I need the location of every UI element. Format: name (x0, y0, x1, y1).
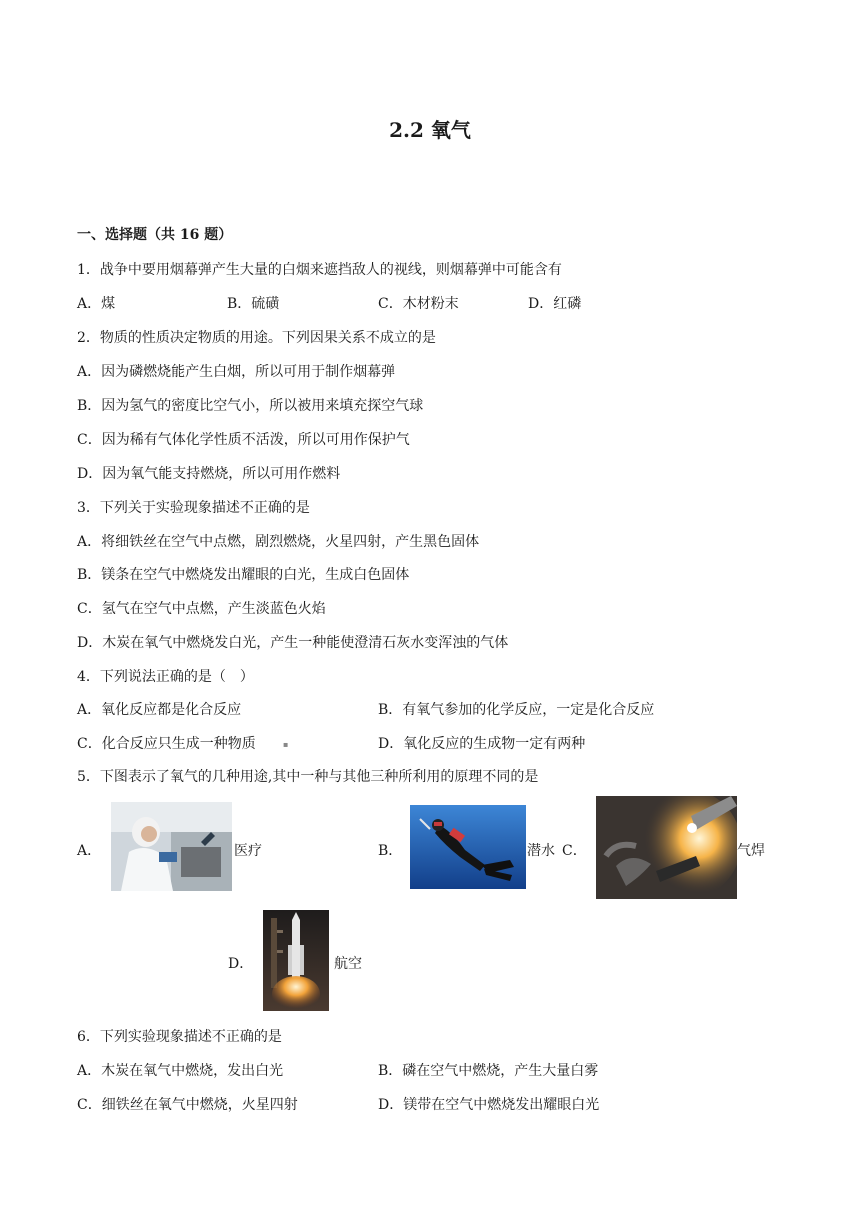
question-6-option-c: C．细铁丝在氧气中燃烧，火星四射 (77, 1097, 298, 1113)
question-3-option-d: D．木炭在氧气中燃烧发白光，产生一种能使澄清石灰水变浑浊的气体 (77, 635, 509, 651)
question-4-option-a: A．氧化反应都是化合反应 (77, 702, 242, 718)
question-1-option-a: A．煤 (77, 296, 116, 312)
question-5-option-b-label: 潜水 (527, 843, 555, 859)
question-5-option-b-letter: B． (378, 843, 403, 859)
question-3-option-a: A．将细铁丝在空气中点燃，剧烈燃烧，火星四射，产生黑色固体 (77, 534, 480, 550)
question-6-option-a: A．木炭在氧气中燃烧，发出白光 (77, 1063, 284, 1079)
question-5-option-c-letter: C． (562, 843, 587, 859)
medical-photo (111, 802, 232, 891)
question-4-option-c: C．化合反应只生成一种物质 (77, 736, 256, 752)
welding-photo (596, 796, 737, 899)
question-4-option-d: D．氧化反应的生成物一定有两种 (378, 736, 586, 752)
question-3-stem: 3．下列关于实验现象描述不正确的是 (77, 500, 310, 516)
diving-photo (410, 805, 526, 889)
question-2-option-c: C．因为稀有气体化学性质不活泼，所以可用作保护气 (77, 432, 410, 448)
rocket-launch-photo (263, 910, 329, 1011)
question-2-option-d: D．因为氧气能支持燃烧，所以可用作燃料 (77, 466, 341, 482)
question-6-stem: 6．下列实验现象描述不正确的是 (77, 1029, 282, 1045)
question-5-option-d-label: 航空 (334, 956, 362, 972)
question-1-option-c: C．木材粉末 (378, 296, 459, 312)
question-2-option-b: B．因为氢气的密度比空气小，所以被用来填充探空气球 (77, 398, 424, 414)
question-6-option-d: D．镁带在空气中燃烧发出耀眼白光 (378, 1097, 600, 1113)
question-1-option-d: D．红磷 (528, 296, 582, 312)
question-4-option-b: B．有氧气参加的化学反应，一定是化合反应 (378, 702, 655, 718)
question-6-option-b: B．磷在空气中燃烧，产生大量白雾 (378, 1063, 599, 1079)
question-2-option-a: A．因为磷燃烧能产生白烟，所以可用于制作烟幕弹 (77, 364, 396, 380)
question-1-stem: 1．战争中要用烟幕弹产生大量的白烟来遮挡敌人的视线，则烟幕弹中可能含有 (77, 262, 562, 278)
question-1-option-b: B．硫磺 (227, 296, 280, 312)
page-title: 2.2 氧气 (389, 118, 471, 142)
question-3-option-c: C．氢气在空气中点燃，产生淡蓝色火焰 (77, 601, 326, 617)
question-5-option-c-label: 气焊 (737, 843, 765, 859)
question-5-option-d-letter: D． (228, 956, 254, 972)
question-4-stem: 4．下列说法正确的是（ ） (77, 669, 254, 685)
question-3-option-b: B．镁条在空气中燃烧发出耀眼的白光，生成白色固体 (77, 567, 410, 583)
stray-dot: ▪ (283, 740, 289, 749)
question-5-option-a-label: 医疗 (234, 843, 262, 859)
section-heading: 一、选择题（共 16 题） (77, 227, 233, 243)
question-5-option-a-letter: A． (77, 843, 102, 859)
question-2-stem: 2．物质的性质决定物质的用途。下列因果关系不成立的是 (77, 330, 436, 346)
question-5-stem: 5．下图表示了氧气的几种用途,其中一种与其他三种所利用的原理不同的是 (77, 769, 539, 785)
